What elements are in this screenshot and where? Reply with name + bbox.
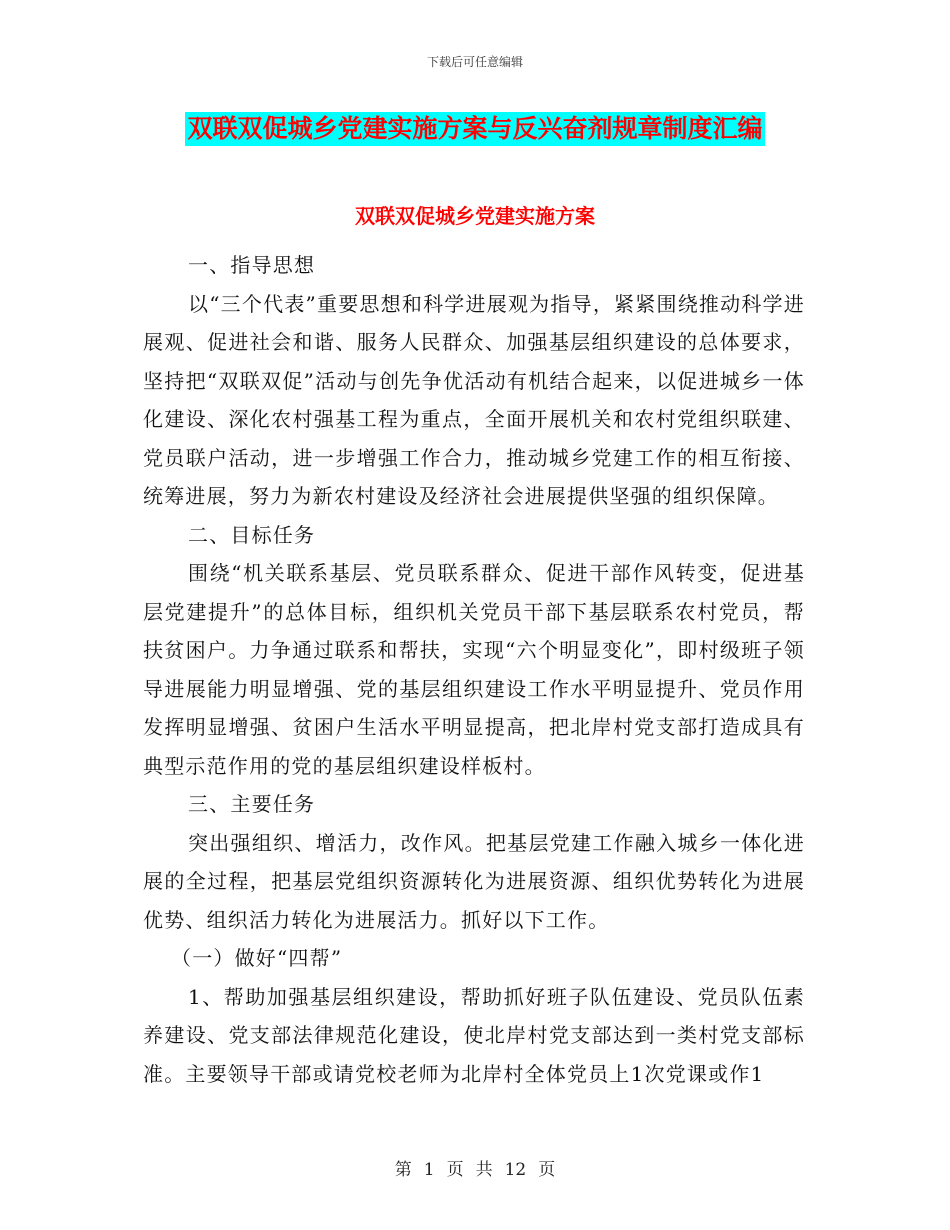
page-footer bbox=[0, 1155, 950, 1180]
footer-total-word: 共 bbox=[475, 1160, 493, 1180]
paragraph-item-1: 1、帮助加强基层组织建设，帮助抓好班子队伍建设、党员队伍素养建设、党支部法律规范化建设，使北岸村党支部达到一类村党支部标准。主要领导干部或请党校老师为北岸村全体党员上1次党课或作1 bbox=[143, 984, 805, 1086]
footer-total-pages: 12 bbox=[504, 1160, 527, 1180]
section-heading-1: 一、指导思想 bbox=[188, 253, 316, 277]
sub-title: 双联双促城乡党建实施方案 bbox=[355, 204, 595, 228]
footer-page-word: 页 bbox=[446, 1160, 464, 1180]
paragraph-guiding-thought: 以“三个代表”重要思想和科学进展观为指导，紧紧围绕推动科学进展观、促进社会和谐、服务人民群众、加强基层组织建设的总体要求，坚持把“双联双促”活动与创先争优活动有机结合起来，以促进城乡一体化建设、深化农村强基工程为重点，全面开展机关和农村党组织联建、党员联户活动，进一步增强工作合力，推动城乡党建工作的相互衔接、统筹进展，努力为新农村建设及经济社会进展提供坚强的组织保障。 bbox=[143, 291, 805, 508]
paragraph-goals: 围绕“机关联系基层、党员联系群众、促进干部作风转变，促进基层党建提升”的总体目标，组织机关党员干部下基层联系农村党员，帮扶贫困户。力争通过联系和帮扶，实现“六个明显变化”，即村级班子领导进展能力明显增强、党的基层组织建设工作水平明显提升、党员作用发挥明显增强、贫困户生活水平明显提高，把北岸村党支部打造成具有典型示范作用的党的基层组织建设样板村。 bbox=[143, 561, 805, 778]
footer-suffix: 页 bbox=[538, 1160, 556, 1180]
section-heading-3: 三、主要任务 bbox=[188, 792, 316, 816]
paragraph-main-tasks: 突出强组织、增活力，改作风。把基层党建工作融入城乡一体化进展的全过程，把基层党组织资源转化为进展资源、组织优势转化为进展优势、组织活力转化为进展活力。抓好以下工作。 bbox=[143, 830, 805, 932]
subsection-heading-1: （一）做好“四帮” bbox=[171, 946, 343, 970]
footer-page-number: 1 bbox=[423, 1160, 435, 1180]
main-title-text: 双联双促城乡党建实施方案与反兴奋剂规章制度汇编 bbox=[185, 112, 764, 146]
footer-prefix: 第 bbox=[394, 1160, 412, 1180]
main-title bbox=[0, 112, 950, 146]
header-note: 下载后可任意编辑 bbox=[426, 55, 523, 69]
section-heading-2: 二、目标任务 bbox=[188, 522, 316, 547]
document-body bbox=[143, 246, 805, 1093]
